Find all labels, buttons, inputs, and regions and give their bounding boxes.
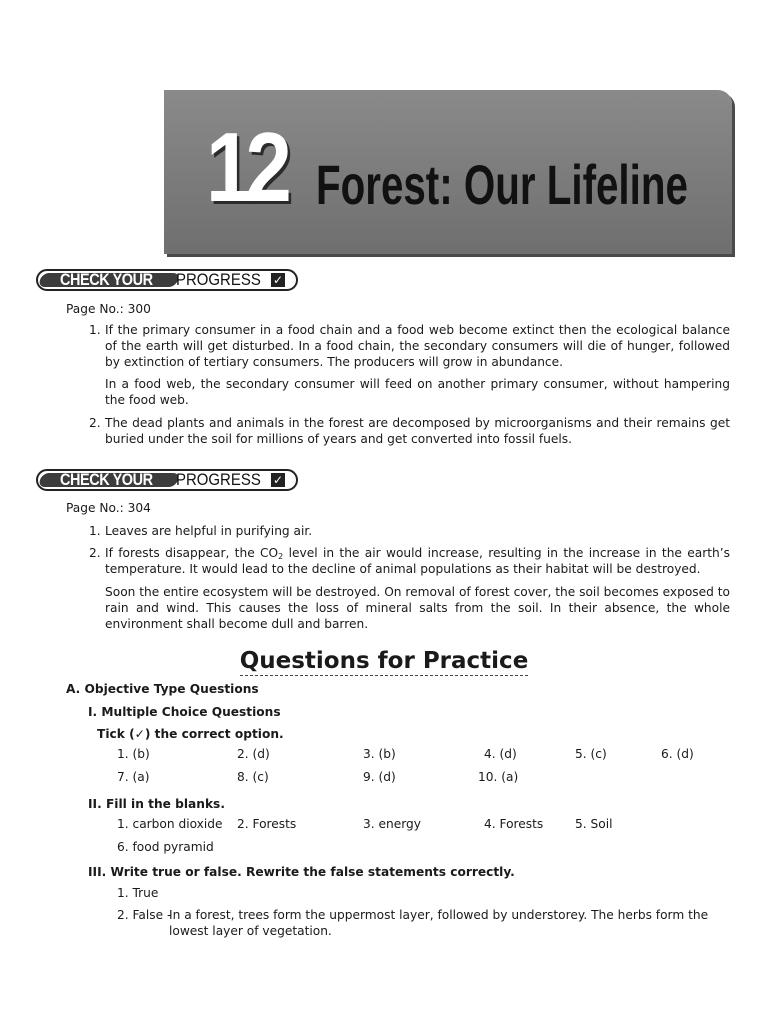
checkbox-icon: ✓ (272, 473, 284, 487)
answer-cell: 7. (a) (117, 770, 150, 784)
mcq-label: I. Multiple Choice Questions (88, 705, 281, 719)
chapter-title: Forest: Our Lifeline (316, 153, 688, 216)
answer-cell: 4. Forests (484, 817, 544, 831)
banner-light-label: PROGRESS (176, 270, 261, 289)
banner-light-label: PROGRESS (176, 470, 261, 489)
answer-cell: 2. (d) (237, 747, 270, 761)
answer-paragraph: In a food web, the secondary consumer will feed on another primary consumer, without hampering the food web. (105, 377, 730, 408)
chapter-number: 12 (206, 112, 286, 222)
answer-paragraph: Leaves are helpful in purifying air. (105, 524, 313, 538)
answer-cell: 2. False - (117, 908, 172, 922)
answer-paragraph: In a forest, trees form the uppermost layer, followed by understorey. The herbs form the lowest layer of vegetation. (169, 908, 709, 939)
item-number: 2. (89, 416, 101, 430)
check-your-progress-banner-1 (36, 269, 298, 291)
answer-paragraph: If the primary consumer in a food chain and a food web become extinct then the ecological balance of the earth will get disturbed. In a food chain, the secondary consumers will die of hunger, followed by extinction of tertiary consumers. The producers will grow in abundance. (105, 323, 730, 370)
banner-dark-label: CHECK YOUR (60, 270, 153, 289)
answer-paragraph: The dead plants and animals in the forest are decomposed by microorganisms and their remains get buried under the soil for millions of years and get converted into fossil fuels. (105, 416, 730, 447)
true-false-label: III. Write true or false. Rewrite the false statements correctly. (88, 865, 515, 879)
checkbox-icon: ✓ (272, 273, 284, 287)
mcq-instruction: Tick (✓) the correct option. (97, 727, 284, 741)
answer-cell: 2. Forests (237, 817, 297, 831)
answer-cell: 5. (c) (575, 747, 607, 761)
fill-blanks-label: II. Fill in the blanks. (88, 797, 225, 811)
answer-cell: 1. carbon dioxide (117, 817, 223, 831)
check-your-progress-banner-2 (36, 469, 298, 491)
answer-cell: 8. (c) (237, 770, 269, 784)
section-a-label: A. Objective Type Questions (66, 682, 259, 696)
answer-cell: 3. energy (363, 817, 421, 831)
practice-heading: Questions for Practice (239, 648, 529, 674)
answer-cell: 10. (a) (478, 770, 519, 784)
banner-dark-label: CHECK YOUR (60, 470, 153, 489)
answer-cell: 6. (d) (661, 747, 694, 761)
answer-paragraph-co2: If forests disappear, the $CO_2$ level in the air would increase, resulting in the increase in the earth’s temperature. It would lead to the decline of animal populations as their habitat will be destroyed. (105, 546, 730, 577)
item-number: 1. (89, 524, 101, 538)
answer-cell: 3. (b) (363, 747, 396, 761)
item-number: 1. (89, 323, 101, 337)
answer-paragraph: Soon the entire ecosystem will be destroyed. On removal of forest cover, the soil becomes exposed to rain and wind. This causes the loss of mineral salts from the soil. In their absence, the whole environment shall become dull and barren. (105, 585, 730, 632)
item-number: 2. (89, 546, 101, 560)
page-ref-2: Page No.: 304 (66, 501, 151, 515)
answer-cell: 5. Soil (575, 817, 613, 831)
answer-cell: 4. (d) (484, 747, 517, 761)
page-ref-1: Page No.: 300 (66, 302, 151, 316)
answer-cell: 1. (b) (117, 747, 150, 761)
answer-cell: 6. food pyramid (117, 840, 214, 854)
answer-cell: 9. (d) (363, 770, 396, 784)
answer-cell: 1. True (117, 886, 159, 900)
